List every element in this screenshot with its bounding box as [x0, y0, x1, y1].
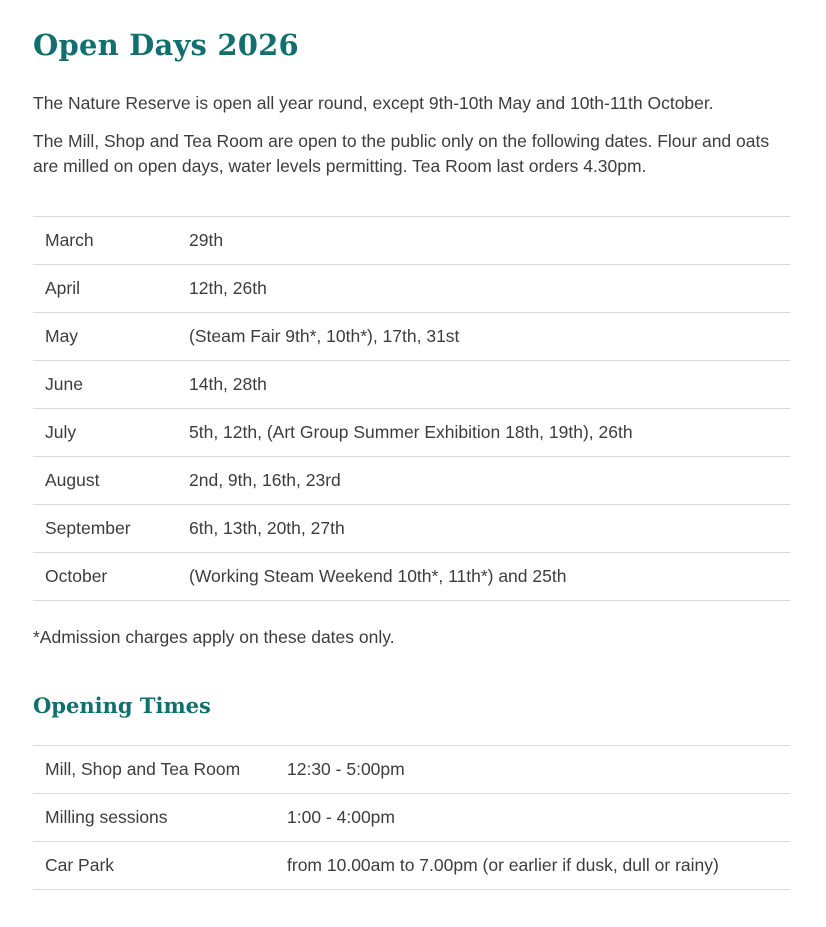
opening-times-heading: Opening Times: [33, 693, 211, 718]
opening-times-table: [33, 745, 790, 890]
dates-cell: 5th, 12th, (Art Group Summer Exhibition 18th, 19th), 26th: [177, 409, 790, 457]
facility-cell: Car Park: [33, 842, 275, 890]
open-days-table: [33, 216, 790, 601]
dates-cell: (Steam Fair 9th*, 10th*), 17th, 31st: [177, 313, 790, 361]
month-cell: September: [33, 505, 177, 553]
table-row: [33, 217, 790, 265]
table-row: [33, 553, 790, 601]
dates-cell: 12th, 26th: [177, 265, 790, 313]
month-cell: July: [33, 409, 177, 457]
table-row: [33, 794, 790, 842]
table-row: [33, 313, 790, 361]
table-row: [33, 409, 790, 457]
hours-cell: from 10.00am to 7.00pm (or earlier if dusk, dull or rainy): [275, 842, 790, 890]
intro-mill-shop: The Mill, Shop and Tea Room are open to the public only on the following dates. Flour and oats are milled on open days, water levels permitting. Tea Room last orders 4.30pm.: [33, 131, 770, 176]
month-cell: June: [33, 361, 177, 409]
admission-note: *Admission charges apply on these dates only.: [33, 627, 395, 647]
month-cell: October: [33, 553, 177, 601]
page-title: Open Days 2026: [33, 28, 299, 62]
month-cell: March: [33, 217, 177, 265]
month-cell: May: [33, 313, 177, 361]
table-row: [33, 265, 790, 313]
dates-cell: (Working Steam Weekend 10th*, 11th*) and 25th: [177, 553, 790, 601]
table-row: [33, 457, 790, 505]
dates-cell: 29th: [177, 217, 790, 265]
dates-cell: 6th, 13th, 20th, 27th: [177, 505, 790, 553]
month-cell: April: [33, 265, 177, 313]
month-cell: August: [33, 457, 177, 505]
table-row: [33, 842, 790, 890]
table-row: [33, 361, 790, 409]
hours-cell: 12:30 - 5:00pm: [275, 746, 790, 794]
table-row: [33, 746, 790, 794]
facility-cell: Milling sessions: [33, 794, 275, 842]
dates-cell: 2nd, 9th, 16th, 23rd: [177, 457, 790, 505]
intro-nature-reserve: The Nature Reserve is open all year round, except 9th-10th May and 10th-11th October.: [33, 93, 714, 113]
facility-cell: Mill, Shop and Tea Room: [33, 746, 275, 794]
table-row: [33, 505, 790, 553]
hours-cell: 1:00 - 4:00pm: [275, 794, 790, 842]
dates-cell: 14th, 28th: [177, 361, 790, 409]
